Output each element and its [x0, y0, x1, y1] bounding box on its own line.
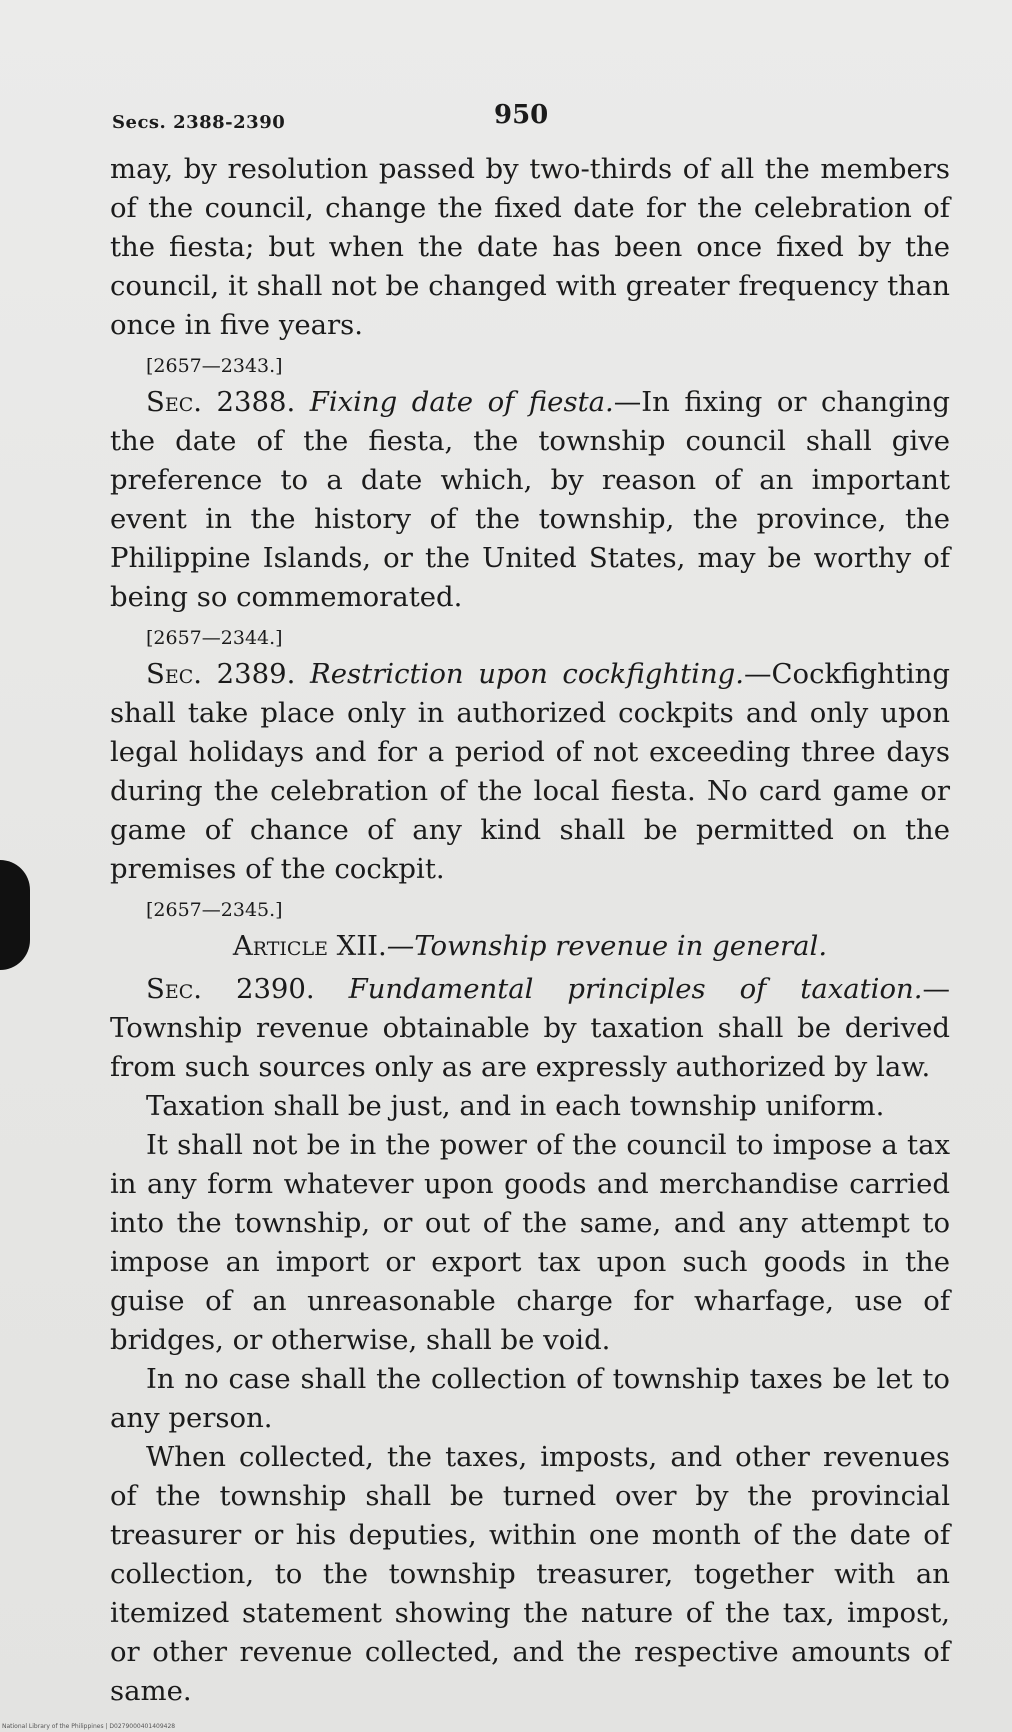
scan-shadow	[0, 860, 30, 970]
page-number: 950	[494, 100, 549, 130]
article-heading	[110, 927, 950, 966]
section-label: Sec. 2388.	[146, 386, 296, 418]
section-2388	[110, 383, 950, 617]
section-label: Sec. 2389.	[146, 658, 296, 690]
footer-credit: National Library of the Philippines | D0279000401409428	[2, 1723, 176, 1730]
paragraph-collection: In no case shall the collection of township taxes be let to any person.	[110, 1363, 950, 1434]
section-label: Sec. 2390.	[146, 973, 315, 1005]
section-range: Secs. 2388-2390	[112, 112, 286, 133]
section-title: Fundamental principles of taxation.	[348, 973, 923, 1005]
section-2390	[110, 970, 950, 1087]
page-header	[112, 100, 952, 140]
reference-2390: [2657—2345.]	[146, 899, 283, 921]
paragraph-when-collected: When collected, the taxes, imposts, and other revenues of the township shall be turned over by the provincial treasurer or his deputies, within one month of the date of collection, to the township treasurer, together with an itemized statement showing the nature of the tax, impost, or other revenue collected, and the respective amounts of same.	[110, 1441, 950, 1707]
section-title: Restriction upon cockfighting.	[309, 658, 745, 690]
paragraph-council-power: It shall not be in the power of the council to impose a tax in any form whatever upon goods and merchandise carried into the township, or out of the same, and any attempt to impose an import or export tax upon such goods in the guise of an unreasonable charge for wharfage, use of bridges, or otherwise, shall be void.	[110, 1129, 950, 1356]
section-2389	[110, 655, 950, 889]
section-body: —In fixing or changing the date of the fiesta, the township council shall give preference to a date which, by reason of an important event in the history of the township, the province, the Philippine Islands, or the United States, may be worthy of being so commemorated.	[110, 386, 950, 613]
body-text	[110, 150, 950, 1711]
paragraph-intro: may, by resolution passed by two-thirds of all the members of the council, change the fixed date for the celebration of the fiesta; but when the date has been once fixed by the council, it shall not be changed with greater frequency than once in five years.	[110, 153, 950, 341]
reference-2389: [2657—2344.]	[146, 627, 283, 649]
reference-2388: [2657—2343.]	[146, 355, 283, 377]
section-body: —Township revenue obtainable by taxation shall be derived from such sources only as are expressly authorized by law.	[110, 973, 950, 1083]
article-title: —Township revenue in general.	[386, 930, 828, 962]
paragraph-taxation-just: Taxation shall be just, and in each township uniform.	[146, 1090, 885, 1122]
section-body: —Cockfighting shall take place only in authorized cockpits and only upon legal holidays and for a period of not exceeding three days during the celebration of the local fiesta. No card game or game of chance of any kind shall be permitted on the premises of the cockpit.	[110, 658, 950, 885]
article-label: Article XII.	[232, 930, 387, 962]
section-title: Fixing date of fiesta.	[309, 386, 614, 418]
